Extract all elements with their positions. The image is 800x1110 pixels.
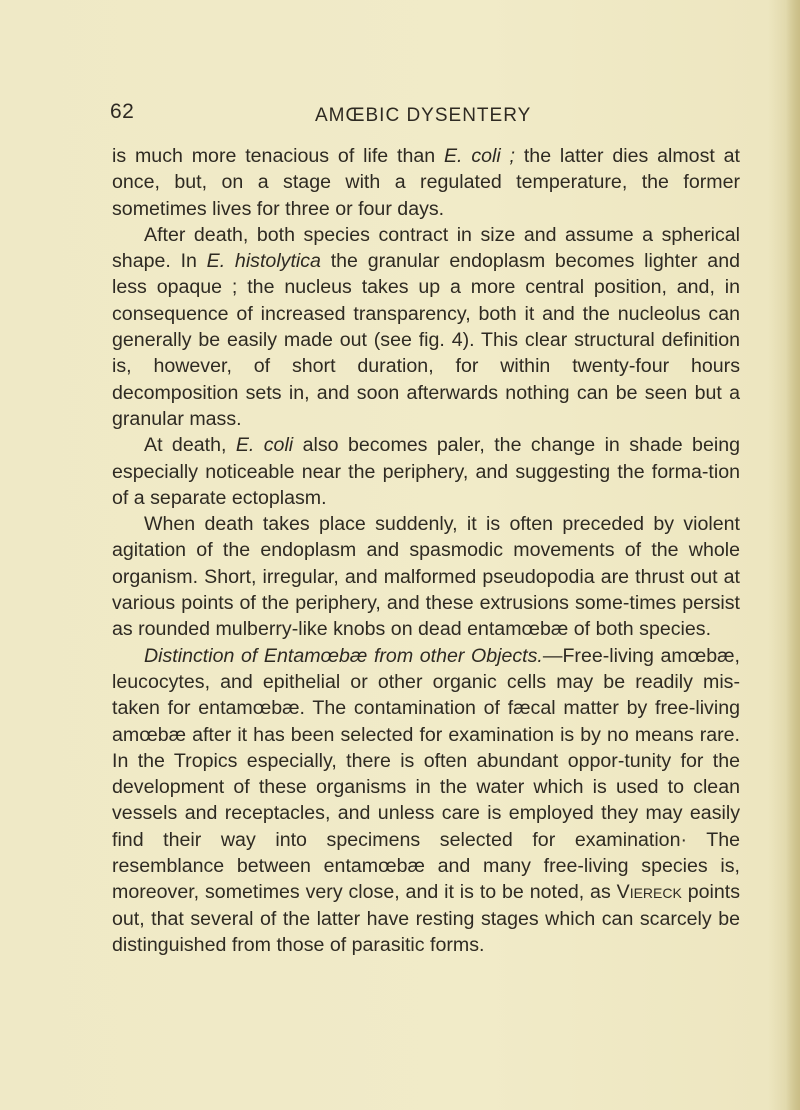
section-heading: Distinction of Entamœbæ from other Objects. — [144, 644, 543, 667]
paragraph-3: At death, E. coli also becomes paler, the change in shade being especially noticeable near the periphery, and suggesting the forma-tion of a separate ectoplasm. — [112, 434, 740, 509]
paragraph-2: After death, both species contract in size and assume a spherical shape. In E. histolytica the granular endoplasm becomes lighter and less opaque ; the nucleus takes up a more central position, and, in consequence of increased transparency, both it and the nucleolus can generally be easily made out (see fig. 4). This clear structural definition is, however, of short duration, for within twenty-four hours decomposition sets in, and soon afterwards nothing can be seen but a granular mass. — [112, 223, 740, 430]
page-header — [0, 100, 800, 130]
page-edge-shadow — [786, 0, 800, 1110]
page-number: 62 — [110, 100, 135, 123]
body-text — [112, 143, 740, 958]
paragraph-1: is much more tenacious of life than E. coli ; the latter dies almost at once, but, on a stage with a regulated temperature, the former sometimes lives for three or four days. — [112, 145, 740, 220]
paragraph-5: Distinction of Entamœbæ from other Objects.—Free-living amœbæ, leucocytes, and epithelial or other organic cells may be readily mis-taken for entamœbæ. The contamination of fæcal matter by free-living amœbæ after it has been selected for examination is by no means rare. In the Tropics especially, there is often abundant oppor-tunity for the development of these organisms in the water which is used to clean vessels and receptacles, and unless care is employed they may easily find their way into specimens selected for examination· The resemblance between entamœbæ and many free-living species is, moreover, sometimes very close, and it is to be noted, as Viereck points out, that several of the latter have resting stages which can scarcely be distinguished from those of parasitic forms. — [112, 644, 740, 956]
paragraph-4: When death takes place suddenly, it is often preceded by violent agitation of the endoplasm and spasmodic movements of the whole organism. Short, irregular, and malformed pseudopodia are thrust out at various points of the periphery, and these extrusions some-times persist as rounded mulberry-like knobs on dead entamœbæ of both species. — [112, 513, 740, 641]
author-name: Viereck — [616, 881, 682, 904]
running-head: AMŒBIC DYSENTERY — [315, 105, 532, 126]
